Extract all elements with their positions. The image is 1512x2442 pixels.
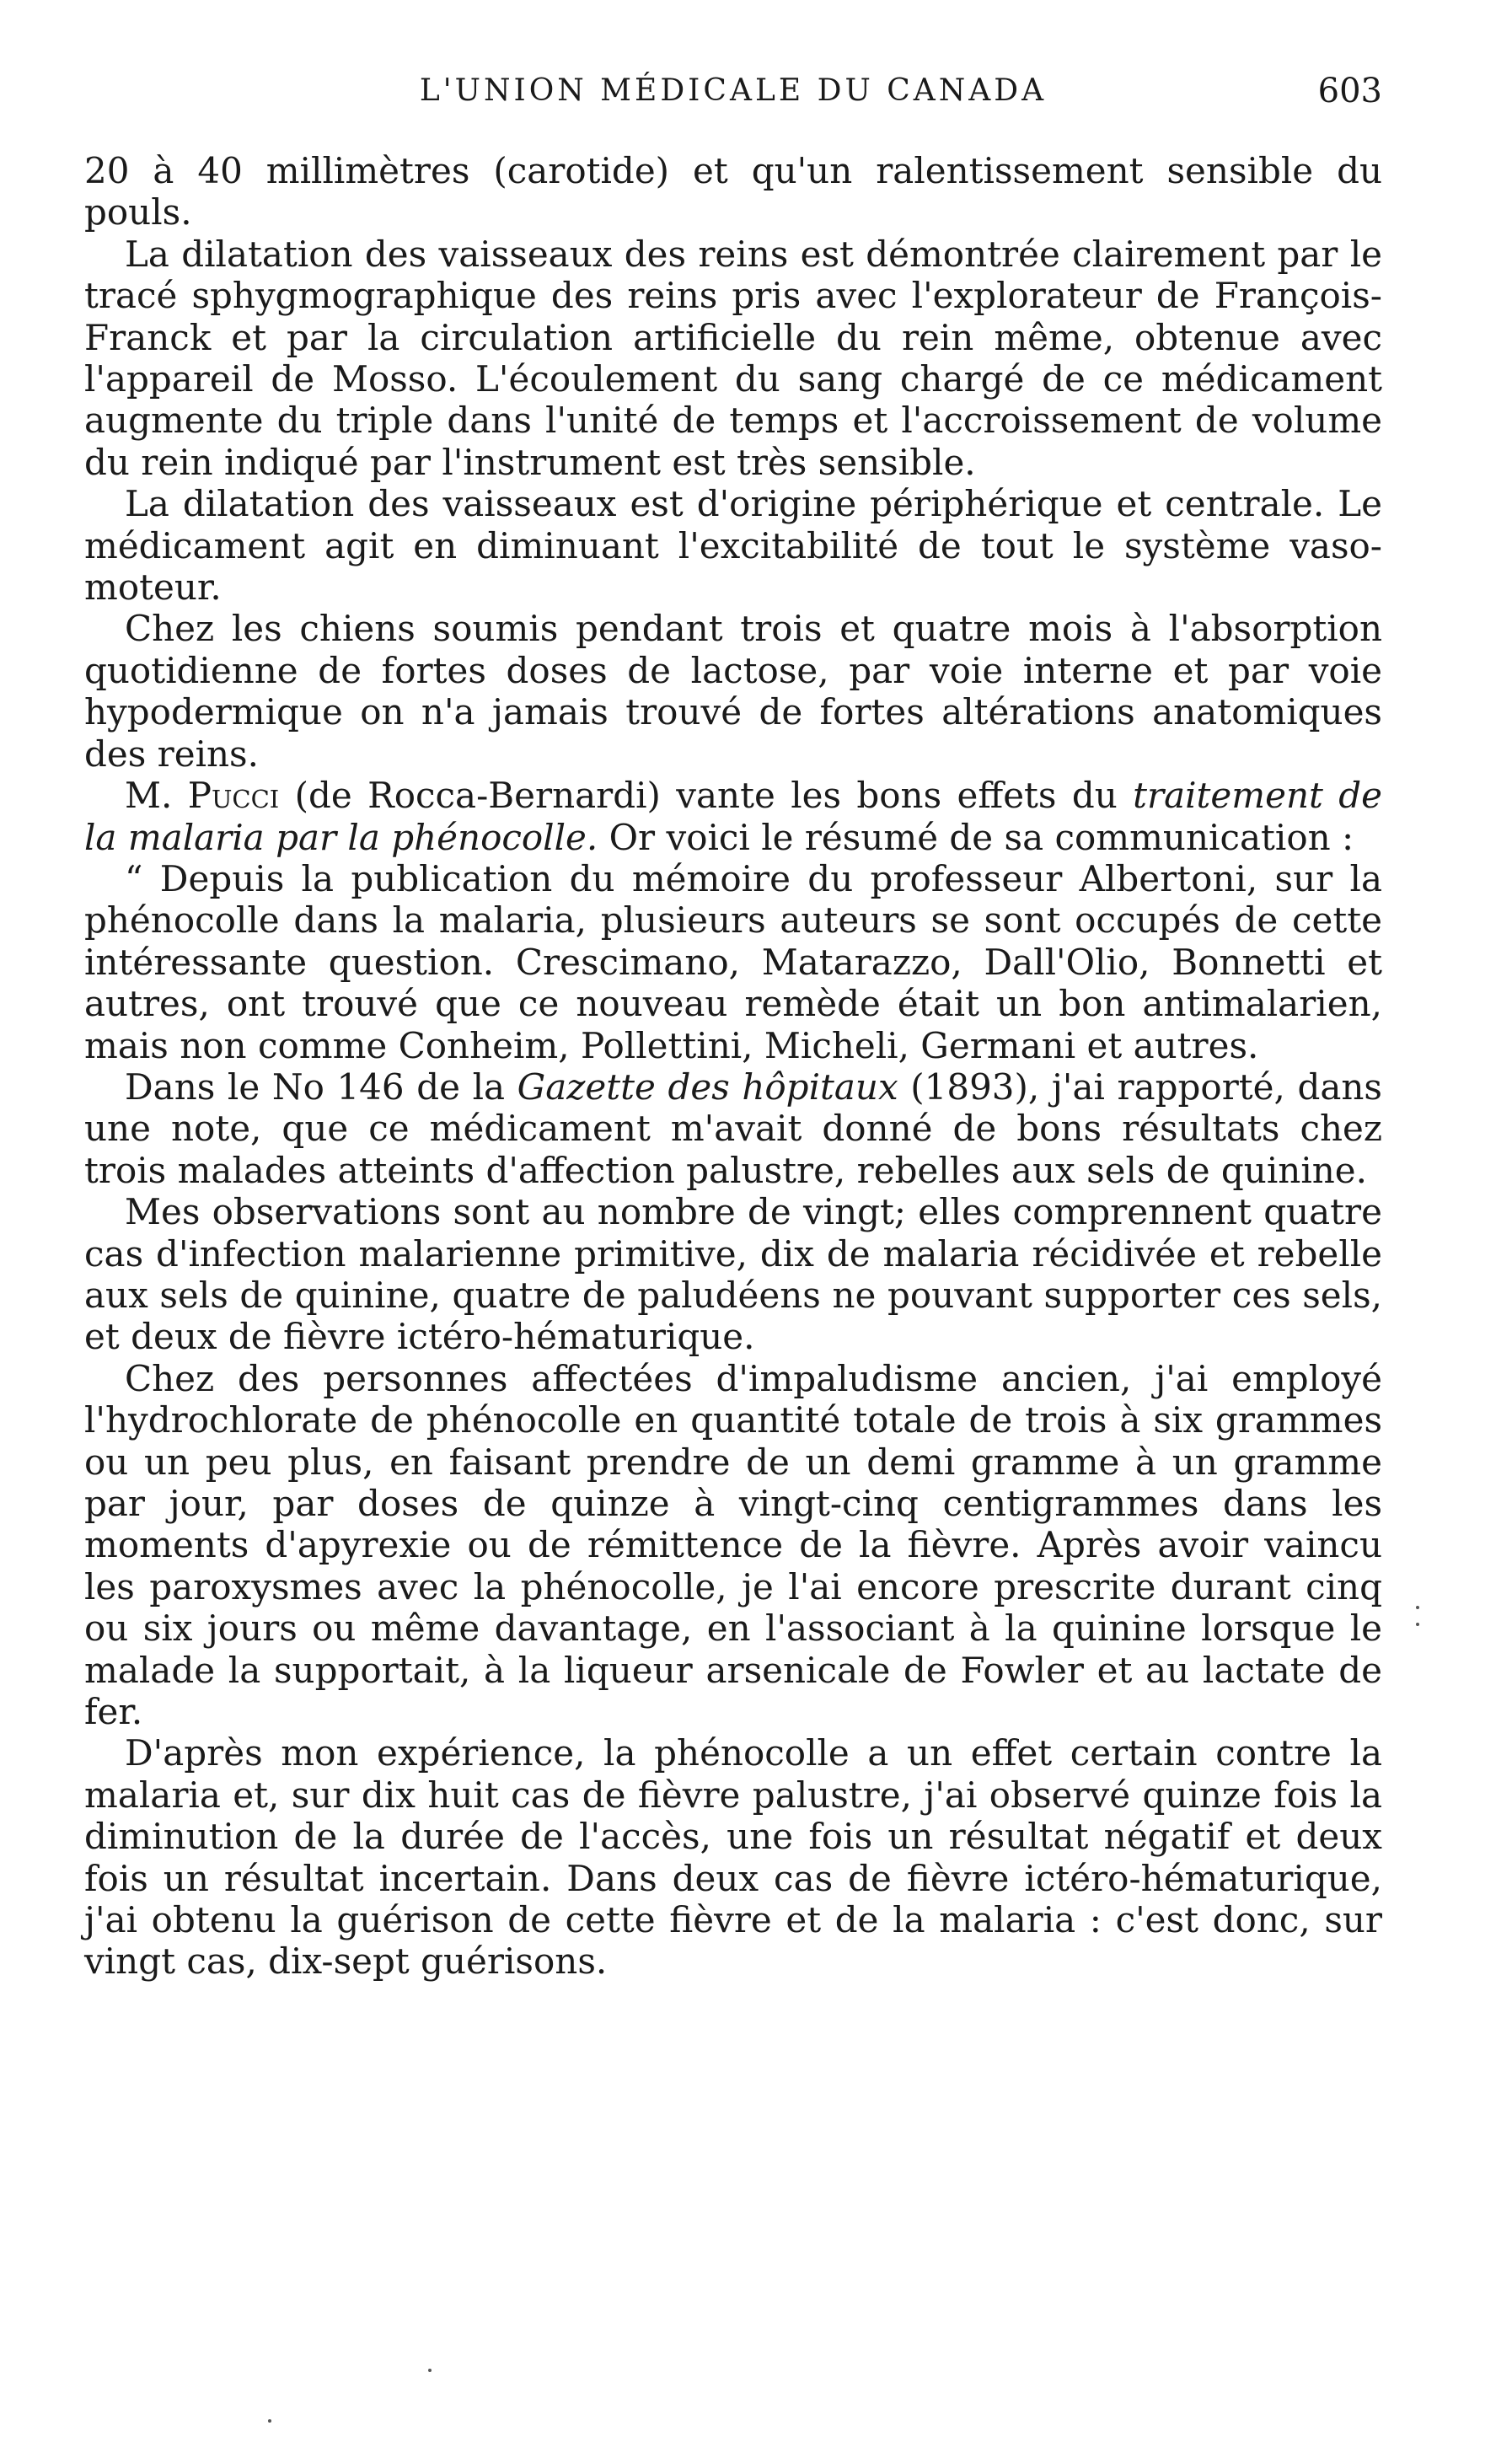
paragraph [84, 775, 1382, 858]
author-name: Pucci [187, 775, 280, 817]
text-run: M. [125, 775, 188, 817]
paragraph: D'après mon expérience, la phénocolle a un effet certain contre la malaria et, sur dix huit cas de fièvre palustre, j'ai observé quinze fois la diminution de la durée de l'accès, une fois un résultat négatif et deux fois un résultat incertain. Dans deux cas de fièvre ictéro-hématurique, j'ai obtenu la guérison de cette fièvre et de la malaria : c'est donc, sur vingt cas, dix-sept guérisons. [84, 1732, 1382, 1983]
text-run: (de Rocca-Bernardi) vante les bons effets du [279, 775, 1134, 817]
print-speck [1416, 1606, 1419, 1609]
text-run: (1893), j'ai rapporté, dans une note, que ce médicament m'avait donné de bons résultats chez trois malades atteints d'affection palustre, rebelles aux sels de quinine. [84, 1065, 1382, 1191]
print-speck [428, 2369, 432, 2372]
paragraph: Chez des personnes affectées d'impaludisme ancien, j'ai employé l'hydrochlorate de phénocolle en quantité totale de trois à six grammes ou un peu plus, en faisant prendre de un demi gramme à un gramme par jour, par doses de quinze à vingt-cinq centigrammes dans les moments d'apyrexie ou de rémittence de la fièvre. Après avoir vaincu les paroxysmes avec la phénocolle, je l'ai encore prescrite durant cinq ou six jours ou même davantage, en l'associant à la quinine lorsque le malade la supportait, à la liqueur arsenicale de Fowler et au lactate de fer. [84, 1357, 1382, 1733]
paragraph [84, 1066, 1382, 1191]
journal-reference: Gazette des hôpitaux [517, 1065, 898, 1108]
italic-title: traitement de la malaria par la phénocolle. [84, 775, 1382, 858]
article-body [84, 150, 1382, 1983]
text-run: Or voici le résumé de sa communication : [598, 816, 1354, 858]
paragraph: Chez les chiens soumis pendant trois et quatre mois à l'absorption quotidienne de fortes doses de lactose, par voie interne et par voie hypodermique on n'a jamais trouvé de fortes altérations anatomiques des reins. [84, 608, 1382, 775]
paragraph: “ Depuis la publication du mémoire du professeur Albertoni, sur la phénocolle dans la malaria, plusieurs auteurs se sont occupés de cette intéressante question. Crescimano, Matarazzo, Dall'Olio, Bonnetti et autres, ont trouvé que ce nouveau remède était un bon antimalarien, mais non comme Conheim, Pollettini, Micheli, Germani et autres. [84, 857, 1382, 1066]
print-speck [268, 2419, 271, 2423]
paragraph: La dilatation des vaisseaux des reins est démontrée clairement par le tracé sphygmographique des reins pris avec l'explorateur de François-Franck et par la circulation artificielle du rein même, obtenue avec l'appareil de Mosso. L'écoulement du sang chargé de ce médicament augmente du triple dans l'unité de temps et l'accroissement de volume du rein indiqué par l'instrument est très sensible. [84, 233, 1382, 483]
journal-title: L'UNION MÉDICALE DU CANADA [419, 73, 1048, 108]
running-head [84, 66, 1382, 116]
page-number: 603 [1317, 72, 1382, 110]
text-run: Dans le No 146 de la [125, 1065, 517, 1108]
paragraph: Mes observations sont au nombre de vingt; elles comprennent quatre cas d'infection malarienne primitive, dix de malaria récidivée et rebelle aux sels de quinine, quatre de paludéens ne pouvant supporter ces sels, et deux de fièvre ictéro-hématurique. [84, 1191, 1382, 1358]
paragraph: La dilatation des vaisseaux est d'origine périphérique et centrale. Le médicament agit en diminuant l'excitabilité de tout le système vaso-moteur. [84, 483, 1382, 609]
paragraph: 20 à 40 millimètres (carotide) et qu'un ralentissement sensible du pouls. [84, 150, 1382, 233]
print-speck [1416, 1623, 1419, 1626]
